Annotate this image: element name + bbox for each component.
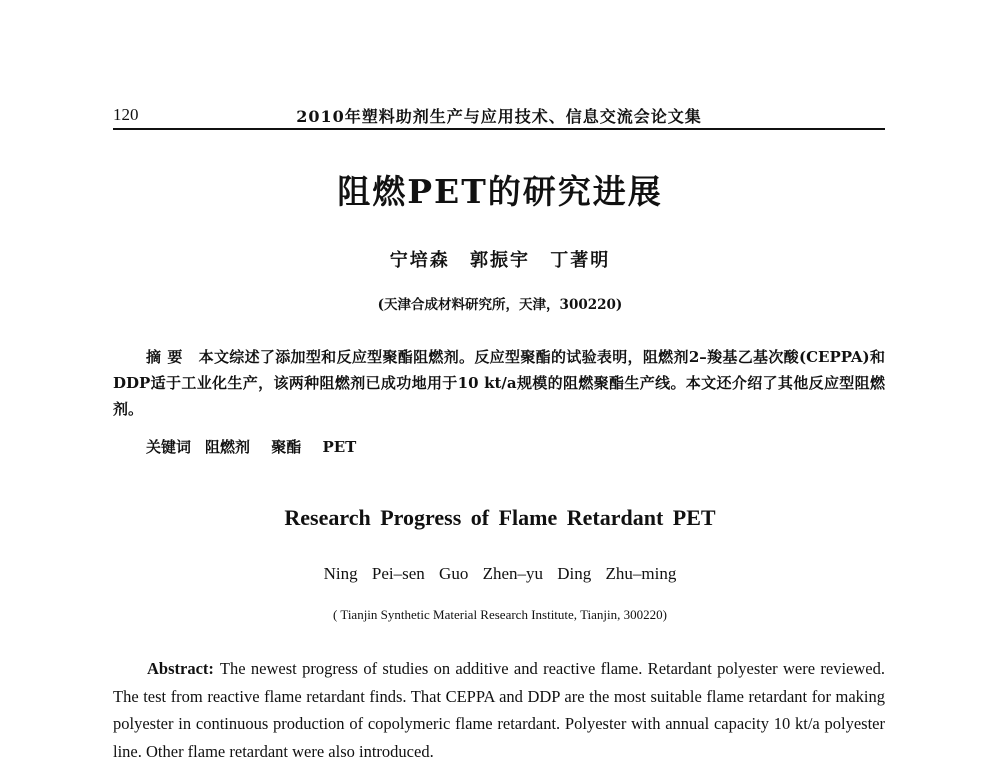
english-title: Research Progress of Flame Retardant PET [284, 505, 716, 530]
english-affiliation: ( Tianjin Synthetic Material Research Institute, Tianjin, 300220) [332, 607, 667, 622]
chinese-keywords [146, 436, 356, 457]
chinese-keywords-label: 关键词 [146, 438, 192, 456]
chinese-authors: 宁培森 郭振宇 丁著明 [389, 250, 611, 271]
english-abstract-text: The newest progress of studies on additive and reactive flame. Retardant polyester were reviewed. The test from reactive flame retardant finds. That CEPPA and DDP are the most suitable flame retardant for making polyester in continuous production of copolymeric flame retardant. Polyester with annual capacity 10 kt/a polyester line. Other flame retardant were also introduced. [113, 659, 885, 760]
chinese-abstract-label: 摘要 [146, 348, 189, 366]
english-abstract-label: Abstract: [147, 659, 214, 678]
chinese-title: 阻燃PET的研究进展 [337, 172, 663, 211]
chinese-abstract-text: 本文综述了添加型和反应型聚酯阻燃剂。反应型聚酯的试验表明，阻燃剂2–羧基乙基次酸(CEPPA)和DDP适于工业化生产，该两种阻燃剂已成功地用于10 kt/a规模的阻燃聚酯生产线。本文还介绍了其他反应型阻燃剂。 [113, 348, 885, 418]
chinese-abstract [113, 344, 885, 422]
english-authors: Ning Pei–sen Guo Zhen–yu Ding Zhu–ming [323, 564, 677, 583]
english-abstract [113, 655, 885, 760]
chinese-keywords-list: 阻燃剂 聚酯 PET [205, 438, 357, 456]
chinese-affiliation: (天津合成材料研究所，天津，300220) [377, 297, 623, 313]
proceedings-title: 2010年塑料助剂生产与应用技术、信息交流会论文集 [296, 107, 702, 126]
running-header [113, 100, 885, 130]
page-number: 120 [113, 105, 139, 124]
